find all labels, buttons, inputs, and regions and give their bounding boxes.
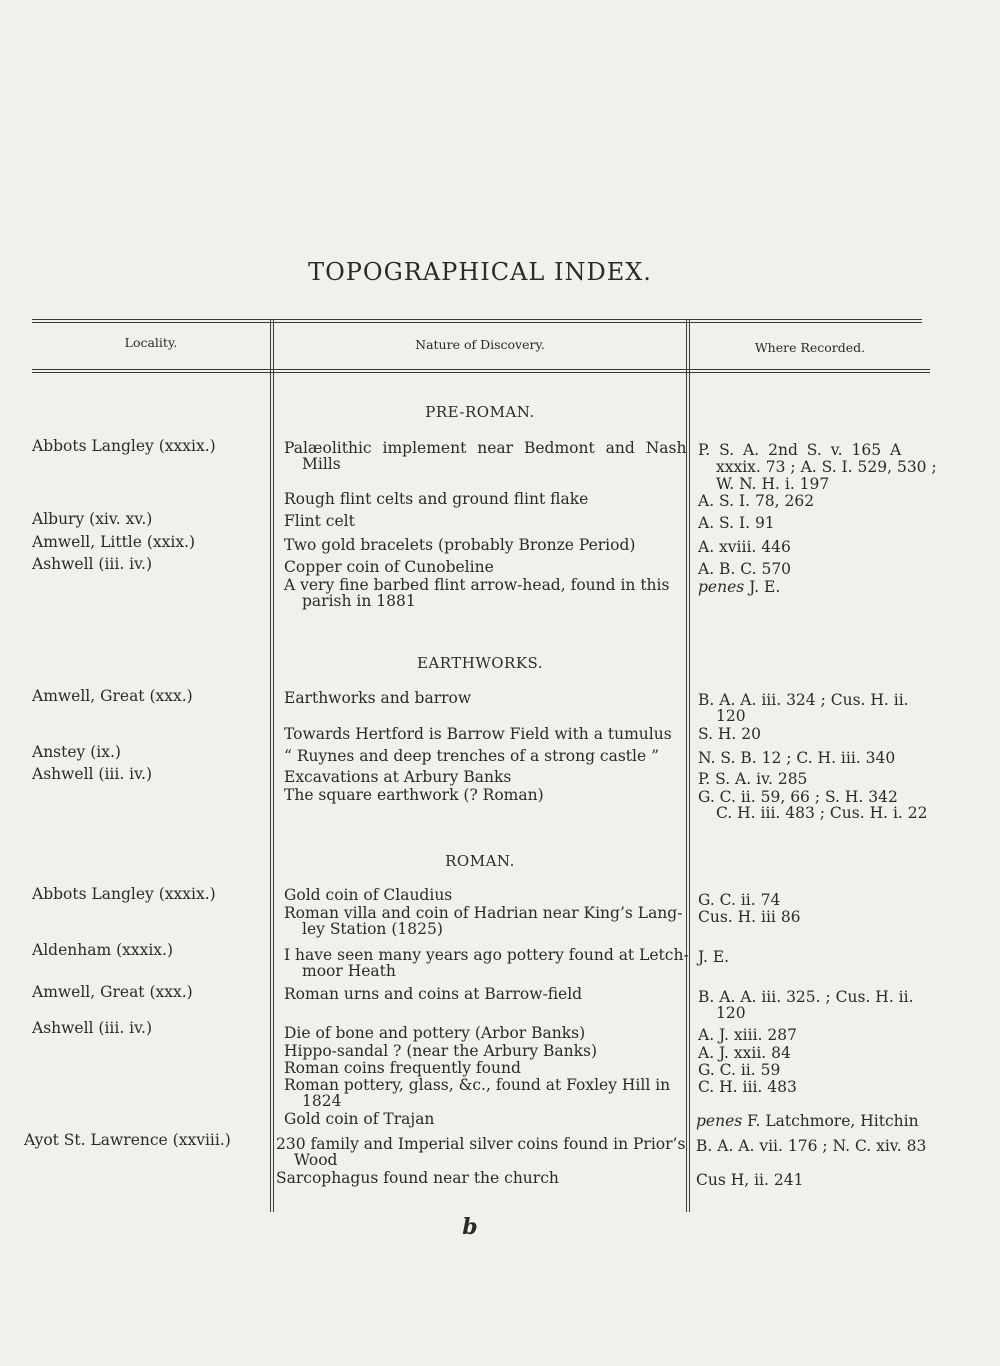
column-divider-left-second	[273, 320, 274, 1212]
record-entry: C. H. iii. 483	[698, 1078, 797, 1096]
record-penes: penes	[698, 578, 745, 596]
record-entry: A. J. xxii. 84	[698, 1044, 791, 1062]
discovery-entry-continued: ley Station (1825)	[302, 920, 443, 938]
record-text: F. Latchmore, Hitchin	[747, 1112, 919, 1130]
discovery-entry: Sarcophagus found near the church	[276, 1169, 559, 1187]
record-entry: B. A. A. iii. 325. ; Cus. H. ii.	[698, 988, 914, 1006]
discovery-entry: Roman pottery, glass, &c., found at Foxley Hill in	[284, 1076, 671, 1094]
record-entry: B. A. A. vii. 176 ; N. C. xiv. 83	[696, 1137, 927, 1155]
record-entry: S. H. 20	[698, 725, 762, 743]
record-entry: B. A. A. iii. 324 ; Cus. H. ii.	[698, 691, 909, 709]
discovery-entry: Copper coin of Cunobeline	[284, 558, 494, 576]
discovery-entry: Excavations at Arbury Banks	[284, 768, 512, 786]
discovery-entry: Roman villa and coin of Hadrian near King’s Lang-	[284, 904, 683, 922]
record-entry: Cus H, ii. 241	[696, 1171, 804, 1189]
record-entry: G. C. ii. 59	[698, 1061, 781, 1079]
discovery-entry: Gold coin of Trajan	[284, 1110, 435, 1128]
record-entry-continued: W. N. H. i. 197	[716, 475, 830, 493]
section-heading-pre-roman: PRE-ROMAN.	[425, 403, 535, 421]
discovery-entry-continued: Wood	[294, 1151, 338, 1169]
record-entry: Cus. H. iii 86	[698, 908, 801, 926]
record-entry: G. C. ii. 59, 66 ; S. H. 342	[698, 788, 898, 806]
record-entry	[698, 561, 791, 578]
locality-entry: Ashwell (iii. iv.)	[32, 555, 153, 573]
discovery-entry: Earthworks and barrow	[284, 689, 472, 707]
section-heading-roman: ROMAN.	[445, 852, 515, 870]
locality-entry: Amwell, Great (xxx.)	[32, 687, 193, 705]
column-divider-left	[270, 320, 271, 1212]
folio-mark: b	[462, 1214, 478, 1240]
record-entry: G. C. ii. 74	[698, 891, 781, 909]
locality-entry: Albury (xiv. xv.)	[32, 510, 153, 528]
discovery-entry-continued: 1824	[302, 1092, 342, 1110]
discovery-entry: Palæolithic implement near Bedmont and Nash	[284, 439, 687, 457]
discovery-entry-continued: parish in 1881	[302, 592, 416, 610]
discovery-entry-continued: moor Heath	[302, 962, 396, 980]
header-where: Where Recorded.	[754, 340, 866, 355]
header-top-rule-second	[32, 322, 922, 323]
record-entry-continued: xxxix. 73 ; A. S. I. 529, 530 ;	[716, 458, 937, 476]
header-bottom-rule-second	[32, 372, 930, 373]
record-entry: P. S. A. iv. 285	[698, 770, 808, 788]
page-title: TOPOGRAPHICAL INDEX.	[308, 258, 652, 286]
locality-entry: Abbots Langley (xxxix.)	[32, 885, 216, 903]
locality-entry: Abbots Langley (xxxix.)	[32, 437, 216, 455]
column-divider-right-second	[689, 320, 690, 1212]
locality-entry: Aldenham (xxxix.)	[32, 941, 174, 959]
record-entry: A. S. I. 78, 262	[698, 492, 815, 510]
record-text: A. B. C. 570	[698, 560, 792, 578]
discovery-entry: 230 family and Imperial silver coins found in Prior’s	[276, 1135, 686, 1153]
record-entry: A. J. xiii. 287	[698, 1026, 797, 1044]
discovery-entry: A very fine barbed flint arrow-head, found in this	[284, 576, 670, 594]
discovery-entry: Flint celt	[284, 512, 355, 530]
discovery-entry: Towards Hertford is Barrow Field with a tumulus	[284, 725, 672, 743]
record-entry: A. xviii. 446	[698, 538, 791, 556]
record-text: J. E.	[749, 578, 781, 596]
record-entry-continued: C. H. iii. 483 ; Cus. H. i. 22	[716, 804, 928, 822]
record-entry	[698, 579, 780, 596]
header-locality: Locality.	[124, 335, 178, 350]
header-top-rule	[32, 319, 922, 320]
locality-entry: Ashwell (iii. iv.)	[32, 1019, 153, 1037]
discovery-entry: Two gold bracelets (probably Bronze Period)	[284, 536, 636, 554]
locality-entry: Ayot St. Lawrence (xxviii.)	[24, 1131, 231, 1149]
record-entry: J. E.	[698, 948, 730, 966]
header-nature: Nature of Discovery.	[415, 337, 545, 352]
record-penes: penes	[696, 1112, 743, 1130]
record-entry-continued: 120	[716, 707, 746, 725]
discovery-entry: Roman urns and coins at Barrow-field	[284, 985, 583, 1003]
record-entry	[696, 1113, 919, 1130]
record-entry-continued: 120	[716, 1004, 746, 1022]
record-entry: P. S. A. 2nd S. v. 165 A	[698, 441, 902, 459]
locality-entry: Anstey (ix.)	[32, 743, 121, 761]
record-entry: N. S. B. 12 ; C. H. iii. 340	[698, 749, 896, 767]
locality-entry: Amwell, Little (xxix.)	[32, 533, 196, 551]
discovery-entry: Hippo-sandal ? (near the Arbury Banks)	[284, 1042, 598, 1060]
discovery-entry: I have seen many years ago pottery found at Letch-	[284, 946, 689, 964]
discovery-entry: Gold coin of Claudius	[284, 886, 453, 904]
section-heading-earthworks: EARTHWORKS.	[416, 654, 544, 672]
locality-entry: Amwell, Great (xxx.)	[32, 983, 193, 1001]
discovery-entry-continued: Mills	[302, 455, 341, 473]
locality-entry: Ashwell (iii. iv.)	[32, 765, 153, 783]
discovery-entry: The square earthwork (? Roman)	[284, 786, 544, 804]
header-bottom-rule	[32, 369, 930, 370]
record-entry: A. S. I. 91	[698, 514, 775, 532]
discovery-entry: Rough flint celts and ground flint flake	[284, 490, 589, 508]
discovery-entry: Roman coins frequently found	[284, 1059, 521, 1077]
discovery-entry: Die of bone and pottery (Arbor Banks)	[284, 1024, 586, 1042]
discovery-entry: “ Ruynes and deep trenches of a strong castle ”	[284, 747, 660, 765]
